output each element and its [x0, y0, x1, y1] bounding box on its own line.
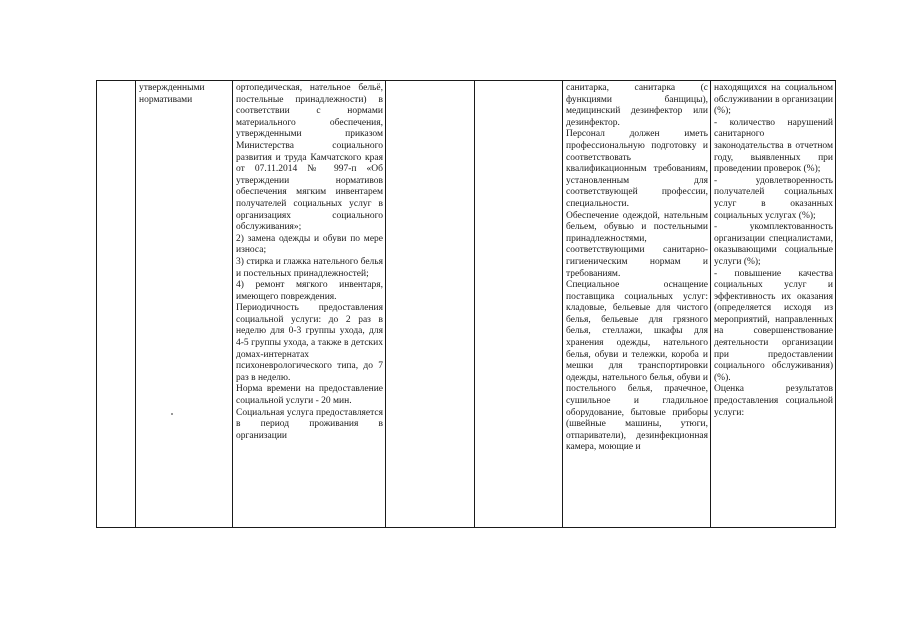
- paragraph: Специальное оснащение поставщика социальных услуг: кладовые, бельевые для чистого белья, бельевые для грязного белья, стеллажи, шкафы для хранения одежды, нательного белья, обуви и тележки, короба и мешки для транспортировки одежды, нательного белья, обуви и постельного белья, прачечное, сушильное и гладильное оборудование, бытовые приборы (швейные машины, утюги, отпариватели), дезинфекционная камера, моющие и: [566, 280, 708, 453]
- paragraph: Оценка результатов предоставления социальной услуги:: [714, 384, 833, 418]
- paragraph: - количество нарушений санитарного законодательства в отчетном году, выявленных при проведении проверок (%);: [714, 117, 833, 175]
- paragraph: 2) замена одежды и обуви по мере износа;: [236, 233, 383, 256]
- paragraph: санитарка, санитарка (с функциями банщицы), медицинский дезинфектор или дезинфектор.: [566, 83, 708, 128]
- cell-text: утвержденными нормативами: [139, 83, 205, 105]
- cell-empty-5: [475, 81, 563, 528]
- cell-number: [97, 81, 136, 528]
- paragraph: ортопедическая, нательное бельё, постельные принадлежности) в соответствии с нормами материального обеспечения, утвержденными приказом Министерства социального развития и труда Камчатского края от 07.11.2014 № 997-п «Об утверждении нормативов обеспечения мягким инвентарем получателей социальных услуг в организациях социального обслуживания»;: [236, 83, 383, 233]
- cell-empty-4: [386, 81, 475, 528]
- cell-conditions: [563, 81, 711, 528]
- paragraph: Обеспечение одеждой, нательным бельем, обувью и постельными принадлежностями, соответствующими санитарно-гигиеническим нормам и требованиям.: [566, 210, 708, 279]
- paragraph: - удовлетворенность получателей социальных услуг в оказанных социальных услугах (%);: [714, 175, 833, 221]
- paragraph: Норма времени на предоставление социальной услуги - 20 мин.: [236, 384, 383, 407]
- paragraph: 4) ремонт мягкого инвентаря, имеющего повреждения.: [236, 280, 383, 302]
- paragraph: 3) стирка и глажка нательного белья и постельных принадлежностей;: [236, 256, 383, 279]
- paragraph: Периодичность предоставления социальной услуги: до 2 раз в неделю для 0-3 группы ухода, для 4-5 группы ухода, а также в детских домах-интернатах психоневрологического типа, до 7 раз в неделю.: [236, 303, 383, 383]
- table-row: [97, 81, 836, 528]
- cell-indicators: [711, 81, 836, 528]
- cell-standard-basis: [136, 81, 233, 528]
- paragraph: - повышение качества социальных услуг и эффективность их оказания (определяется исходя из мероприятий, направленных на совершенствование деятельности организации при предоставлении социального обслуживания) (%).: [714, 268, 833, 383]
- cell-service-description: [233, 81, 386, 528]
- paragraph: Персонал должен иметь профессиональную подготовку и соответствовать квалификационным требованиям, установленным для соответствующей профессии, специальности.: [566, 129, 708, 209]
- services-table: [96, 80, 836, 528]
- paragraph: - укомплектованность организации специалистами, оказывающими социальные услуги (%);: [714, 222, 833, 267]
- paragraph: Социальная услуга предоставляется в период проживания в организации: [236, 407, 383, 441]
- scan-speck: [171, 413, 173, 415]
- paragraph: находящихся на социальном обслуживании в организации (%);: [714, 83, 833, 117]
